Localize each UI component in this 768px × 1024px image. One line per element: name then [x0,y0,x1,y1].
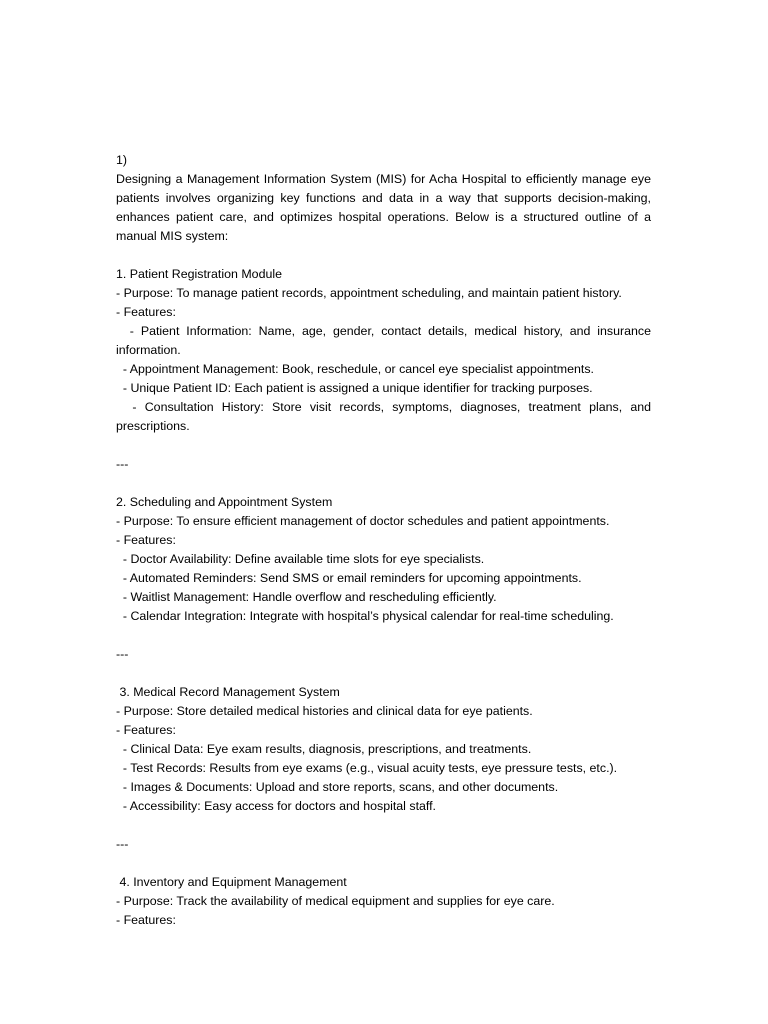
section-purpose: - Purpose: To ensure efficient management of doctor schedules and patient appointments. [116,514,610,528]
feature-item: - Appointment Management: Book, reschedule, or cancel eye specialist appointments. [116,362,594,376]
blank-line [116,246,651,265]
features-label: - Features: [116,533,176,547]
section-separator: --- [116,457,129,471]
feature-item: - Consultation History: Store visit records, symptoms, diagnoses, treatment plans, and prescriptions. [116,400,655,433]
section-title: 2. Scheduling and Appointment System [116,495,333,509]
feature-item: - Calendar Integration: Integrate with hospital’s physical calendar for real-time scheduling. [116,609,614,623]
features-label: - Features: [116,913,176,927]
blank-line [116,664,651,683]
features-label: - Features: [116,305,176,319]
feature-item: - Images & Documents: Upload and store reports, scans, and other documents. [116,780,559,794]
section-separator: --- [116,837,129,851]
blank-line [116,436,651,455]
blank-line [116,474,651,493]
feature-item: - Doctor Availability: Define available time slots for eye specialists. [116,552,485,566]
section-purpose: - Purpose: Store detailed medical histories and clinical data for eye patients. [116,704,533,718]
document-page [116,151,655,930]
section-medical-records [116,683,651,816]
section-purpose: - Purpose: To manage patient records, appointment scheduling, and maintain patient history. [116,286,622,300]
feature-item: - Patient Information: Name, age, gender, contact details, medical history, and insurance information. [116,324,655,357]
section-title: 1. Patient Registration Module [116,267,282,281]
section-purpose: - Purpose: Track the availability of medical equipment and supplies for eye care. [116,894,555,908]
blank-line [116,816,651,835]
blank-line [116,854,651,873]
question-number: 1) [116,153,128,167]
feature-item: - Test Records: Results from eye exams (e.g., visual acuity tests, eye pressure tests, etc.). [116,761,618,775]
feature-item: - Accessibility: Easy access for doctors and hospital staff. [116,799,437,813]
feature-item: - Unique Patient ID: Each patient is assigned a unique identifier for tracking purposes. [116,381,593,395]
feature-item: - Automated Reminders: Send SMS or email reminders for upcoming appointments. [116,571,582,585]
section-patient-registration [116,265,655,436]
section-title: 3. Medical Record Management System [116,685,340,699]
section-scheduling [116,493,651,626]
feature-item: - Waitlist Management: Handle overflow and rescheduling efficiently. [116,590,497,604]
section-inventory [116,873,651,930]
blank-line [116,626,651,645]
section-title: 4. Inventory and Equipment Management [116,875,347,889]
section-separator: --- [116,647,129,661]
intro-paragraph: Designing a Management Information System (MIS) for Acha Hospital to efficiently manage eye patients involves organizing key functions and data in a way that supports decision-making, enhances patient care, and optimizes hospital operations. Below is a structured outline of a manual MIS system: [116,172,651,243]
feature-item: - Clinical Data: Eye exam results, diagnosis, prescriptions, and treatments. [116,742,532,756]
features-label: - Features: [116,723,176,737]
